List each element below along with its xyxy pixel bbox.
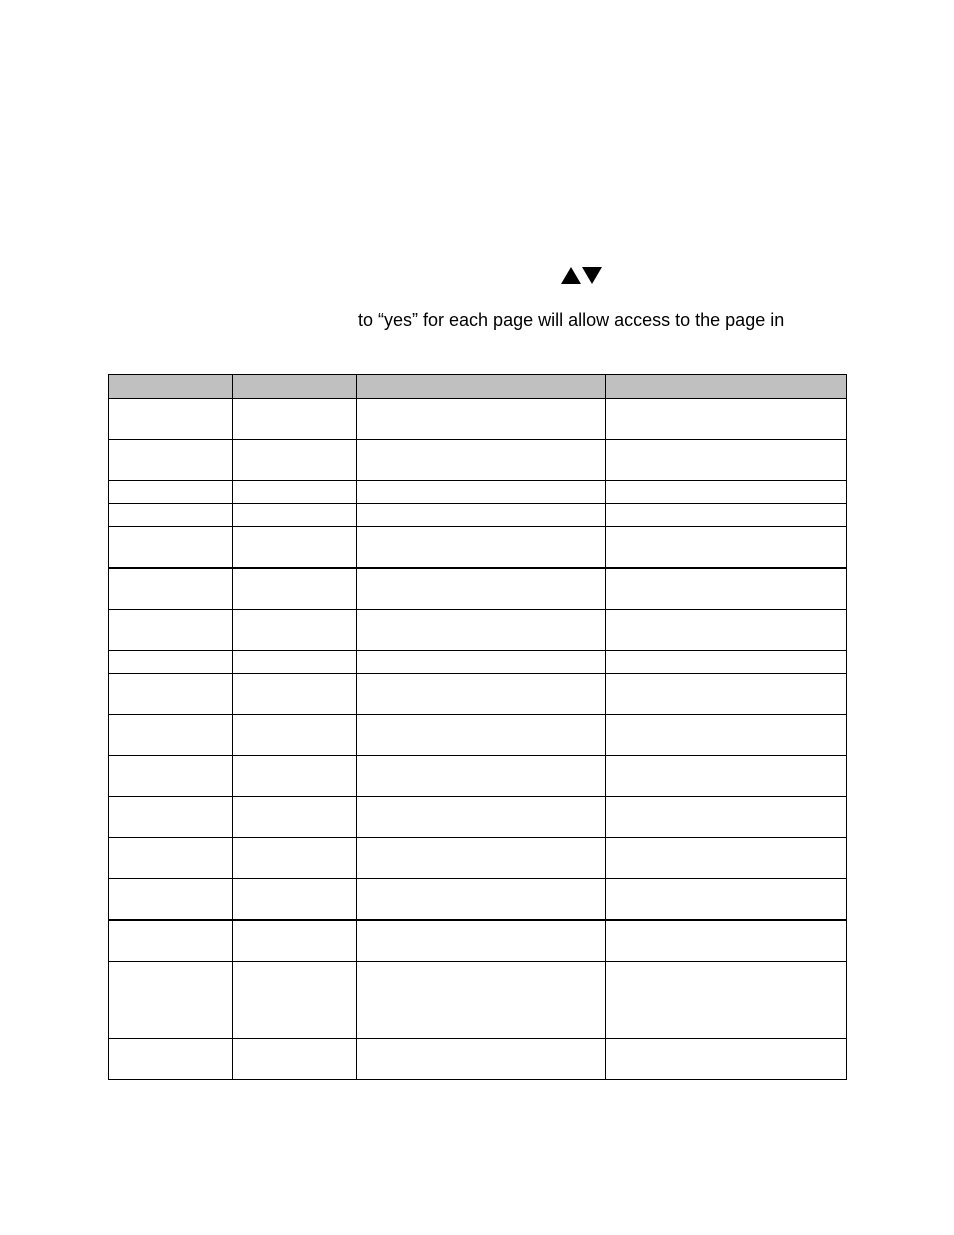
table-cell xyxy=(606,399,847,440)
table-cell xyxy=(357,1039,606,1080)
table-cell xyxy=(109,651,233,674)
table-row xyxy=(109,879,847,921)
table-cell xyxy=(233,527,357,569)
table-row xyxy=(109,962,847,1039)
table-cell xyxy=(606,610,847,651)
table-cell xyxy=(233,715,357,756)
table-cell xyxy=(357,838,606,879)
table-cell xyxy=(233,440,357,481)
access-table xyxy=(108,374,847,1080)
table-cell xyxy=(109,797,233,838)
table-cell xyxy=(109,399,233,440)
table-cell xyxy=(357,504,606,527)
table-cell xyxy=(357,399,606,440)
table-cell xyxy=(606,797,847,838)
table-cell xyxy=(109,962,233,1039)
table-cell xyxy=(606,651,847,674)
table-cell xyxy=(233,920,357,962)
table-row xyxy=(109,481,847,504)
table-cell xyxy=(109,715,233,756)
table-header-cell xyxy=(606,375,847,399)
table-header-cell xyxy=(357,375,606,399)
table-cell xyxy=(233,879,357,921)
arrow-down-icon xyxy=(582,267,602,284)
table-row xyxy=(109,838,847,879)
table-cell xyxy=(357,756,606,797)
table-cell xyxy=(233,568,357,610)
table-cell xyxy=(357,879,606,921)
table-row xyxy=(109,610,847,651)
table-cell xyxy=(233,610,357,651)
table-cell xyxy=(109,756,233,797)
table-cell xyxy=(357,440,606,481)
table-row xyxy=(109,440,847,481)
table-row xyxy=(109,756,847,797)
table-cell xyxy=(233,674,357,715)
table-cell xyxy=(357,920,606,962)
table-cell xyxy=(109,610,233,651)
table-row xyxy=(109,715,847,756)
table-cell xyxy=(606,504,847,527)
table-cell xyxy=(606,1039,847,1080)
table-header-cell xyxy=(233,375,357,399)
table-cell xyxy=(606,674,847,715)
table-cell xyxy=(109,481,233,504)
table-cell xyxy=(109,527,233,569)
table-cell xyxy=(109,568,233,610)
table-cell xyxy=(357,610,606,651)
arrow-up-icon xyxy=(561,267,581,284)
up-down-arrow-icon xyxy=(561,265,603,287)
table-header-row xyxy=(109,375,847,399)
table-cell xyxy=(233,797,357,838)
table-cell xyxy=(606,756,847,797)
table-cell xyxy=(233,1039,357,1080)
table-cell xyxy=(606,481,847,504)
table-cell xyxy=(606,715,847,756)
table-cell xyxy=(233,399,357,440)
table-cell xyxy=(606,527,847,569)
table-cell xyxy=(606,879,847,921)
table-cell xyxy=(606,568,847,610)
table-row xyxy=(109,1039,847,1080)
table-cell xyxy=(109,838,233,879)
table-row xyxy=(109,674,847,715)
table-cell xyxy=(109,1039,233,1080)
table-row xyxy=(109,399,847,440)
table-cell xyxy=(233,504,357,527)
table-cell xyxy=(233,838,357,879)
table-cell xyxy=(233,651,357,674)
table-cell xyxy=(606,920,847,962)
table-cell xyxy=(109,440,233,481)
table-cell xyxy=(109,920,233,962)
table-cell xyxy=(606,838,847,879)
table-cell xyxy=(606,962,847,1039)
table-cell xyxy=(357,481,606,504)
table-row xyxy=(109,527,847,569)
table-row xyxy=(109,568,847,610)
table-cell xyxy=(357,962,606,1039)
table-cell xyxy=(357,568,606,610)
table-row xyxy=(109,651,847,674)
table-cell xyxy=(357,674,606,715)
table-cell xyxy=(357,651,606,674)
table-cell xyxy=(606,440,847,481)
table-cell xyxy=(357,527,606,569)
table-cell xyxy=(357,715,606,756)
intro-text: to “yes” for each page will allow access to the page in xyxy=(358,310,785,330)
table-cell xyxy=(357,797,606,838)
table-cell xyxy=(233,962,357,1039)
table-cell xyxy=(233,481,357,504)
table-row xyxy=(109,920,847,962)
table-cell xyxy=(109,879,233,921)
table-row xyxy=(109,797,847,838)
table-cell xyxy=(233,756,357,797)
table-cell xyxy=(109,504,233,527)
table-cell xyxy=(109,674,233,715)
table-header-cell xyxy=(109,375,233,399)
table-row xyxy=(109,504,847,527)
